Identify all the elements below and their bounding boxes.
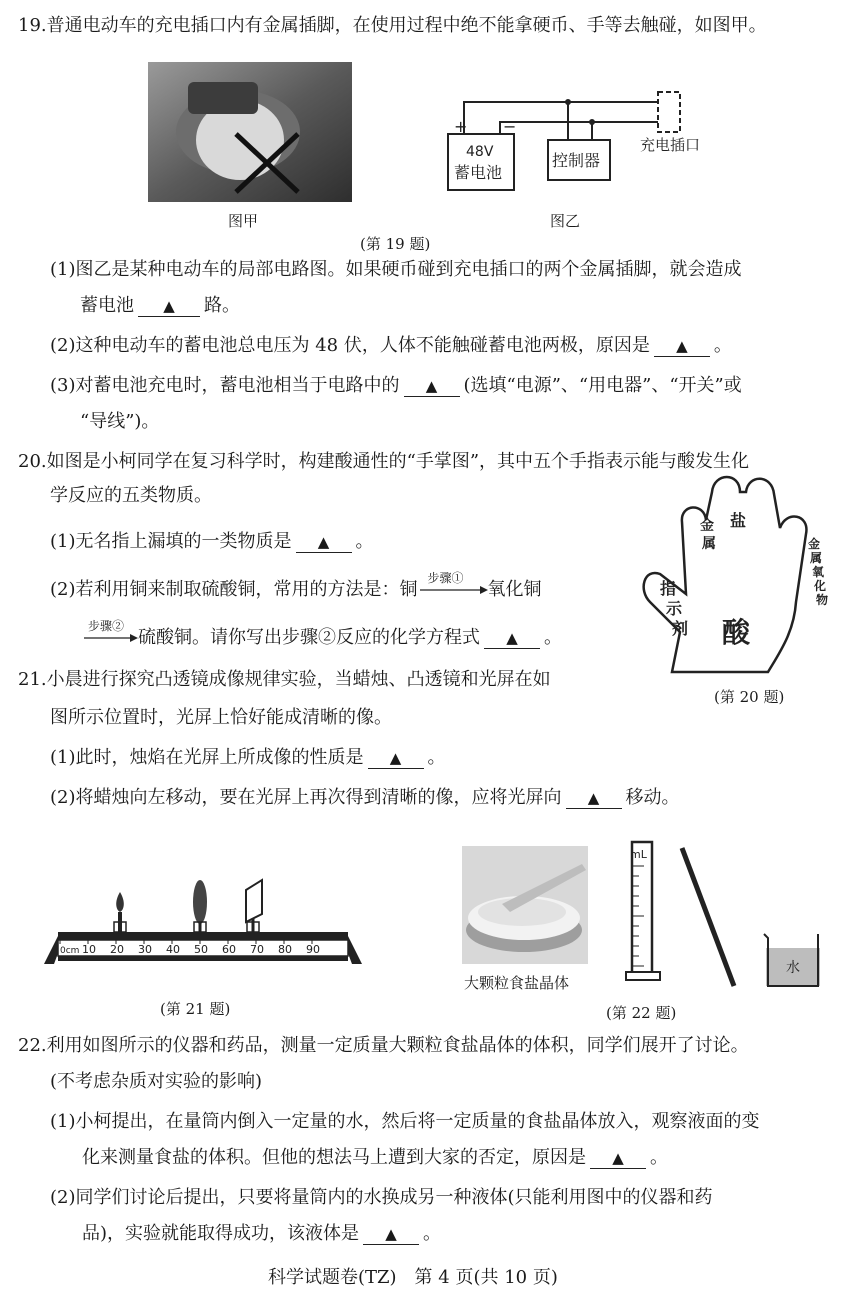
- answer-triangle: ▲: [389, 749, 402, 767]
- answer-triangle: ▲: [676, 337, 688, 355]
- q21-part2-post: 移动。: [625, 787, 680, 808]
- q21-part1-pre: (1)此时，烛焰在光屏上所成像的性质是: [50, 747, 364, 768]
- q19-circuit: [440, 82, 720, 202]
- cylinder-unit: mL: [630, 848, 647, 861]
- q19-part3-pre: (3)对蓄电池充电时，蓄电池相当于电路中的: [50, 375, 400, 396]
- charging-port-photo: [148, 62, 352, 202]
- q22-cylinder: [624, 838, 664, 984]
- bench-tick-label: 60: [222, 943, 236, 956]
- answer-triangle: ▲: [612, 1149, 624, 1167]
- q22-part1-post: 。: [650, 1147, 668, 1168]
- bench-tick-label: 50: [194, 943, 208, 956]
- q20-answer1-blank[interactable]: [296, 532, 352, 553]
- reaction-arrow-step2: [82, 619, 138, 648]
- q20-part2-line2: [82, 619, 562, 650]
- bench-tick-label: 40: [166, 943, 180, 956]
- reaction-arrow-step1: [418, 571, 488, 600]
- finger-metal-oxide: 金属氧化物: [808, 537, 829, 607]
- q19-answer2-blank[interactable]: [654, 336, 710, 357]
- battery-label: 蓄电池: [454, 163, 503, 182]
- q22-part2-pre: 品)，实验就能取得成功，该液体是: [82, 1223, 360, 1244]
- q20-part1-pre: (1)无名指上漏填的一类物质是: [50, 531, 292, 552]
- q19-part3-post: (选填“电源”、“用电器”、“开关”或: [463, 375, 742, 396]
- q20-part1: [50, 530, 374, 554]
- q20-stem-line2: 学反应的五类物质。: [50, 485, 212, 506]
- q22-salt-photo: [462, 846, 588, 964]
- q22-answer1-blank[interactable]: [590, 1148, 646, 1169]
- salt-caption: 大颗粒食盐晶体: [464, 974, 570, 992]
- q19-answer3-blank[interactable]: [404, 376, 460, 397]
- q21-answer2-blank[interactable]: [566, 788, 622, 809]
- q19-answer1-blank[interactable]: [138, 296, 200, 317]
- q19-part1-line2: [80, 294, 240, 318]
- q20-stem-line1: 20.如图是小柯同学在复习科学时，构建酸通性的“手掌图”，其中五个手指表示能与酸发生化: [18, 451, 750, 472]
- q19-part1-line1: (1)图乙是某种电动车的局部电路图。如果硬币碰到充电插口的两个金属插脚，就会造成: [50, 259, 742, 280]
- bench-tick-label: 0cm: [60, 946, 80, 956]
- q20-part1-post: 。: [355, 531, 374, 552]
- step1-label: 步骤①: [427, 571, 464, 585]
- finger-metal: 金属: [700, 518, 716, 552]
- q20-part2-line1: [50, 571, 542, 602]
- q19-part2: [50, 334, 732, 358]
- q19-part1-post: 路。: [204, 295, 240, 316]
- q19-part2-pre: (2)这种电动车的蓄电池总电压为 48 伏，人体不能触碰蓄电池两极，原因是: [50, 335, 650, 356]
- answer-triangle: ▲: [385, 1225, 397, 1243]
- q21-stem-line2: 图所示位置时，光屏上恰好能成清晰的像。: [50, 707, 392, 728]
- port-label: 充电插口: [640, 136, 701, 154]
- finger-salt: 盐: [730, 511, 747, 530]
- page-footer: 科学试题卷(TZ) 第 4 页(共 10 页): [268, 1267, 558, 1288]
- fig-a-caption: 图甲: [228, 212, 259, 230]
- bench-tick-label: 20: [110, 943, 124, 956]
- answer-triangle: ▲: [506, 629, 518, 647]
- q21-part2-pre: (2)将蜡烛向左移动，要在光屏上再次得到清晰的像，应将光屏向: [50, 787, 562, 808]
- answer-triangle: ▲: [163, 297, 175, 315]
- salt-bowl-photo: [462, 846, 588, 964]
- q21-stem-line1: 21.小晨进行探究凸透镜成像规律实验，当蜡烛、凸透镜和光屏在如: [18, 669, 551, 690]
- q19-part2-post: 。: [713, 335, 732, 356]
- q22-part1-line2: [82, 1146, 668, 1170]
- optical-bench-diagram: [38, 860, 368, 970]
- q21-part1-post: 。: [427, 747, 446, 768]
- controller-label: 控制器: [552, 151, 601, 170]
- battery-voltage: 48V: [466, 144, 494, 160]
- bench-tick-label: 80: [278, 943, 292, 956]
- q22-stem-line2: (不考虑杂质对实验的影响): [50, 1071, 263, 1092]
- step2-label: 步骤②: [88, 619, 125, 633]
- q22-part2-line2: [82, 1222, 441, 1246]
- bench-tick-label: 70: [250, 943, 264, 956]
- q20-part2-post: 。: [544, 627, 562, 648]
- minus-sign: −: [503, 117, 517, 136]
- q22-beaker: [762, 930, 824, 990]
- fig-b-caption: 图乙: [550, 212, 581, 230]
- q22-part2-line1: (2)同学们讨论后提出，只要将量筒内的水换成另一种液体(只能利用图中的仪器和药: [50, 1187, 713, 1208]
- graduated-cylinder: [624, 838, 664, 984]
- finger-indicator: 指示剂: [660, 579, 689, 638]
- q21-optical-bench: [38, 860, 368, 970]
- q22-stem-line1: 22.利用如图所示的仪器和药品，测量一定质量大颗粒食盐晶体的体积，同学们展开了讨论。: [18, 1035, 749, 1056]
- q20-caption: (第 20 题): [714, 688, 785, 706]
- q21-caption: (第 21 题): [160, 1000, 231, 1018]
- q19-part1-pre: 蓄电池: [80, 295, 134, 316]
- q20-answer2-blank[interactable]: [484, 628, 540, 649]
- bench-tick-label: 30: [138, 943, 152, 956]
- plus-sign: +: [454, 117, 468, 136]
- bench-tick-label: 90: [306, 943, 320, 956]
- q19-part3: [50, 374, 742, 398]
- glass-rod: [678, 846, 738, 990]
- circuit-diagram: [440, 82, 720, 202]
- water-beaker: [762, 930, 824, 990]
- q20-part2-pre: (2)若利用铜来制取硫酸铜，常用的方法是：铜: [50, 579, 418, 600]
- q20-hand-figure: [630, 462, 848, 684]
- palm-acid: 酸: [722, 616, 751, 649]
- q22-part2-post: 。: [423, 1223, 442, 1244]
- bench-tick-label: 10: [82, 943, 96, 956]
- answer-triangle: ▲: [317, 533, 330, 551]
- answer-triangle: ▲: [425, 377, 438, 395]
- q19-stem: 19.普通电动车的充电插口内有金属插脚，在使用过程中绝不能拿硬币、手等去触碰，如图甲。: [18, 15, 767, 36]
- q22-answer2-blank[interactable]: [363, 1224, 419, 1245]
- q22-part1-pre: 化来测量食盐的体积。但他的想法马上遭到大家的否定，原因是: [82, 1147, 586, 1168]
- q20-part2-product: 氧化铜: [487, 579, 542, 600]
- q22-caption: (第 22 题): [606, 1004, 677, 1022]
- acid-hand-diagram: [630, 462, 848, 684]
- q19-caption: (第 19 题): [360, 235, 431, 253]
- q21-part1: [50, 746, 446, 770]
- answer-triangle: ▲: [587, 789, 600, 807]
- q21-part2: [50, 786, 680, 810]
- q20-part2-text: 硫酸铜。请你写出步骤②反应的化学方程式: [138, 627, 480, 648]
- q19-photo: [148, 62, 352, 202]
- beaker-label: 水: [786, 960, 800, 976]
- q21-answer1-blank[interactable]: [368, 748, 424, 769]
- q22-glass-rod: [678, 846, 738, 990]
- q19-part3-line2: “导线”)。: [80, 411, 160, 432]
- q22-part1-line1: (1)小柯提出，在量筒内倒入一定量的水，然后将一定质量的食盐晶体放入，观察液面的变: [50, 1111, 760, 1132]
